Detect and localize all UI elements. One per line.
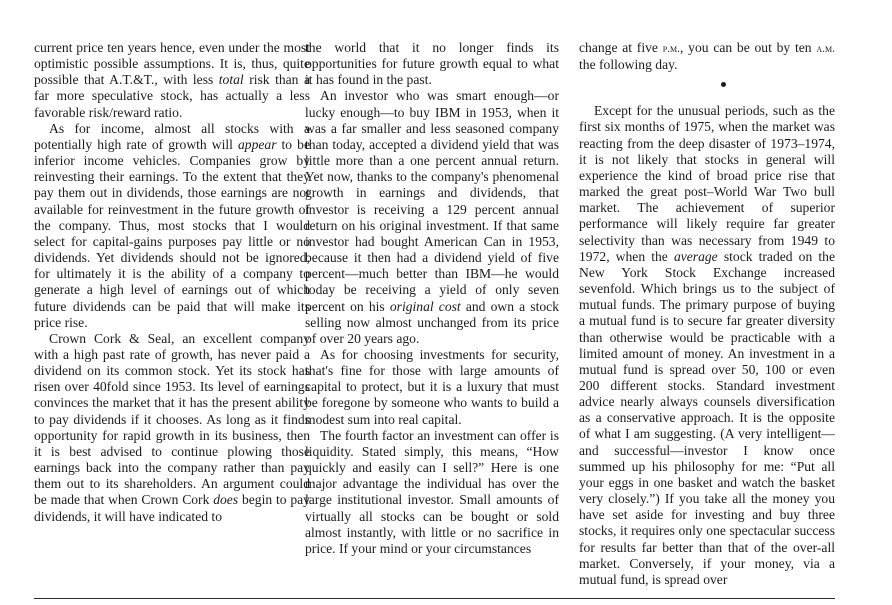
column1-para2-text: As for income, almost all stocks with a potentially high rate of growth will bbox=[34, 120, 310, 152]
section-bullet-icon bbox=[721, 82, 726, 87]
column2-para2-emphasis: original cost bbox=[389, 298, 461, 314]
bottom-rule bbox=[34, 598, 835, 599]
column2-para2-tail: and own a stock selling now almost unchanged from its price of over 20 years ago. bbox=[305, 298, 559, 346]
column3-am-smallcaps: a.m. bbox=[816, 42, 835, 55]
section-divider bbox=[579, 75, 835, 91]
column1-paragraph-2 bbox=[34, 121, 310, 331]
column1-paragraph-3 bbox=[34, 331, 310, 525]
text-column-3 bbox=[579, 40, 835, 588]
column2-paragraph-2 bbox=[305, 88, 559, 347]
column1-para2-emphasis: appear bbox=[237, 136, 277, 152]
column3-para2-tail: stock traded on the New York Stock Exchange increased sevenfold. Which brings us to the subject of mutual funds. The primary purpose of buying a mutual fund is to secure far greater diversity than otherwise would be practicable with a limited amount of money. An investment in a mutual fund is spread over 50, 100 or even 200 different stocks. Standard investment advice nearly always counsels diversification as a conservative approach. It is the opposite of what I am suggesting. (A very intelligent—and successful—investor I know once summed up his philosophy for me: “Put all your eggs in one basket and watch the basket very closely.”) If you take all the money you have set aside for investing and buy three stocks, it requires only one spectacular success for results far better than that of the over-all market. Conversely, if your money, via a mutual fund, is spread over bbox=[579, 248, 835, 587]
text-column-2 bbox=[305, 40, 559, 557]
text-column-1 bbox=[34, 40, 310, 525]
column3-para1-text-b: , you can be out by ten bbox=[680, 40, 817, 55]
column3-para1-text-a: change at five bbox=[579, 40, 663, 55]
column3-pm-smallcaps: p.m. bbox=[662, 42, 681, 55]
column1-para3-tail: begin to pay dividends, it will have indicated to bbox=[34, 492, 310, 524]
column1-para1-tail: risk than a far more speculative stock, has actually a less favorable risk/reward ratio. bbox=[34, 72, 310, 120]
column1-paragraph-1 bbox=[34, 40, 310, 121]
column1-para2-tail: to be inferior income vehicles. Companies grow by reinvesting their earnings. To the extent that they pay them out in dividends, those earnings are not available for reinvestment in the future growth of the company. Thus, most stocks that I would select for capital-gains purposes pay little or no dividends. Yet dividends should not be ignored, for ultimately it is the ability of a company to generate a high level of earnings out of which future dividends can be paid that will make its price rise. bbox=[34, 136, 310, 330]
column1-para3-emphasis: does bbox=[213, 492, 239, 508]
column1-para3-text: Crown Cork & Seal, an excellent company with a high past rate of growth, has never paid a dividend on its common stock. Yet its stock has risen over 40fold since 1953. Its level of earnings convinces the market that it has the present ability to pay dividends if it chooses. As long as it finds opportunity for rapid growth in its business, then it is best advised to continue plowing those earnings back into the company rather than pay them out to its shareholders. An argument could be made that when Crown Cork bbox=[34, 330, 310, 508]
column3-paragraph-2 bbox=[579, 103, 835, 588]
column2-para2-text: An investor who was smart enough—or lucky enough—to buy IBM in 1953, when it was a far smaller and less seasoned company than today, accepted a dividend yield that was little more than a one percent annual return. Yet now, thanks to the company's phenomenal growth in earnings and dividends, that investor is receiving a 129 percent annual return on his original investment. If that same investor had bought American Can in 1953, because it then had a dividend yield of five percent—much better than IBM—he would today be receiving a yield of only seven percent on his bbox=[305, 88, 559, 314]
column3-paragraph-1 bbox=[579, 40, 835, 73]
column2-paragraph-3: As for choosing investments for security, that's fine for those with large amounts of capital to protect, but it is a luxury that must be foregone by someone who wants to build a modest sum into real capital. bbox=[305, 346, 559, 427]
column1-para1-text: current price ten years hence, even under the most optimistic possible assumptions. It is, thus, quite possible that A.T.&T., with less bbox=[34, 40, 310, 88]
column1-para1-emphasis: total bbox=[218, 72, 244, 88]
column3-para2-emphasis: average bbox=[673, 248, 718, 264]
column3-para1-text-c: the following day. bbox=[579, 57, 678, 73]
column2-paragraph-4: The fourth factor an investment can offer is liquidity. Stated simply, this means, “How quickly and easily can I sell?” Here is one major advantage the individual has over the large institutional investor. Small amounts of virtually all stocks can be bought or sold almost instantly, with little or no sacrifice in price. If your mind or your circumstances bbox=[305, 427, 559, 556]
column3-para2-text: Except for the unusual periods, such as the first six months of 1975, when the market was reacting from the deep disaster of 1973–1974, it is not likely that stocks in general will experience the kind of broad price rise that marked the great post–World War Two bull market. The achievement of superior performance will likely require far greater selectivity than was necessary from 1949 to 1972, when the bbox=[579, 103, 835, 264]
column2-paragraph-1: the world that it no longer finds its opportunities for future growth equal to what it has found in the past. bbox=[305, 40, 559, 88]
